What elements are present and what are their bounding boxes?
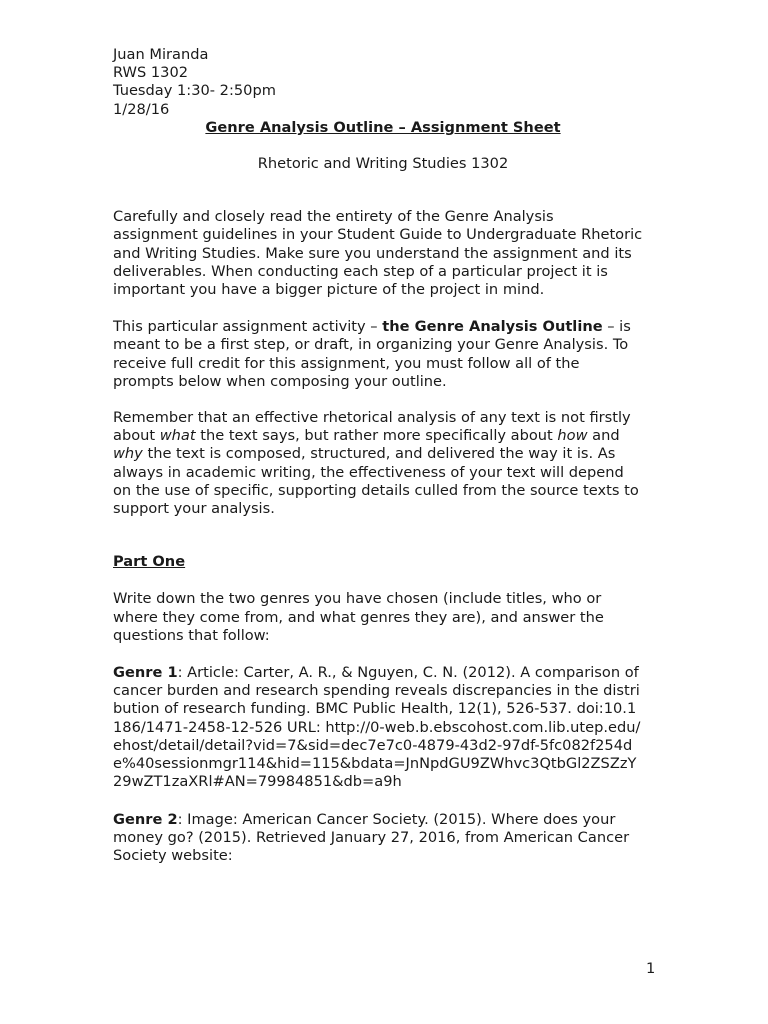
outline-text-end: – is meant to be a first step, or draft, in organizing your Genre Analysis. To receive full credit for this assignment, you must follow all of the prompts below when composing your outline. — [113, 318, 631, 390]
page-title: Genre Analysis Outline – Assignment Sheet — [205, 118, 561, 136]
genre-1-label: Genre 1 — [113, 664, 178, 682]
rhetorical-paragraph — [113, 409, 643, 518]
page-number: 1 — [646, 960, 656, 977]
emphasis-how: how — [557, 427, 588, 445]
rhetorical-text-b: the text says, but rather more specifically about — [195, 427, 558, 445]
emphasis-why: why — [113, 445, 143, 463]
genre-1-entry — [113, 664, 643, 791]
part-one-intro: Write down the two genres you have chosen (include titles, who or where they come from, and what genres they are), and answer the questions that follow: — [113, 590, 604, 644]
course-code: RWS 1302 — [113, 64, 189, 82]
document-body — [113, 46, 643, 865]
header-block — [113, 46, 643, 119]
genre-2-citation: : Image: American Cancer Society. (2015). Where does your money go? (2015). Retrieved January 27, 2016, from American Cancer Society website: — [113, 810, 630, 864]
rhetorical-text-c: and — [587, 427, 620, 445]
class-time: Tuesday 1:30- 2:50pm — [113, 82, 276, 100]
rhetorical-text-a: Remember that an effective rhetorical analysis of any text is not firstly about — [113, 409, 631, 445]
genre-2-label: Genre 2 — [113, 810, 178, 828]
date: 1/28/16 — [113, 100, 170, 118]
page-subtitle: Rhetoric and Writing Studies 1302 — [257, 155, 509, 173]
outline-text-start: This particular assignment activity – — [113, 318, 383, 336]
rhetorical-text-d: the text is composed, structured, and delivered the way it is. As always in academic writing, the effectiveness of your text will depend on the use of specific, supporting details culled from the source texts to support your analysis. — [113, 445, 639, 518]
genre-1-citation: : Article: Carter, A. R., & Nguyen, C. N. (2012). A comparison of cancer burden and research spending reveals discrepancies in the distribution of research funding. BMC Public Health, 12(1), 526-537. doi:10.1186/1471-2458-12-526 URL: http://0-web.b.ebscohost.com.lib.utep.edu/ehost/detail/detail?vid=7&sid=dec7e7c0-4879-43d2-97df-5fc082f254de%40sessionmgr114&hid=115&bdata=JnNpdGU9ZWhvc3QtbGl2ZSZzY29wZT1zaXRl#AN=79984851&db=a9h — [113, 664, 641, 791]
student-name: Juan Miranda — [113, 46, 209, 63]
intro-paragraph: Carefully and closely read the entirety of the Genre Analysis assignment guidelines in your Student Guide to Undergraduate Rhetoric and Writing Studies. Make sure you understand the assignment and its deliverables. When conducting each step of a particular project it is important you have a bigger picture of the project in mind. — [113, 208, 643, 299]
outline-emphasis: the Genre Analysis Outline — [382, 318, 603, 336]
outline-paragraph — [113, 318, 643, 391]
emphasis-what: what — [159, 427, 196, 445]
part-one-heading: Part One — [113, 553, 186, 571]
genre-2-entry — [113, 811, 643, 866]
